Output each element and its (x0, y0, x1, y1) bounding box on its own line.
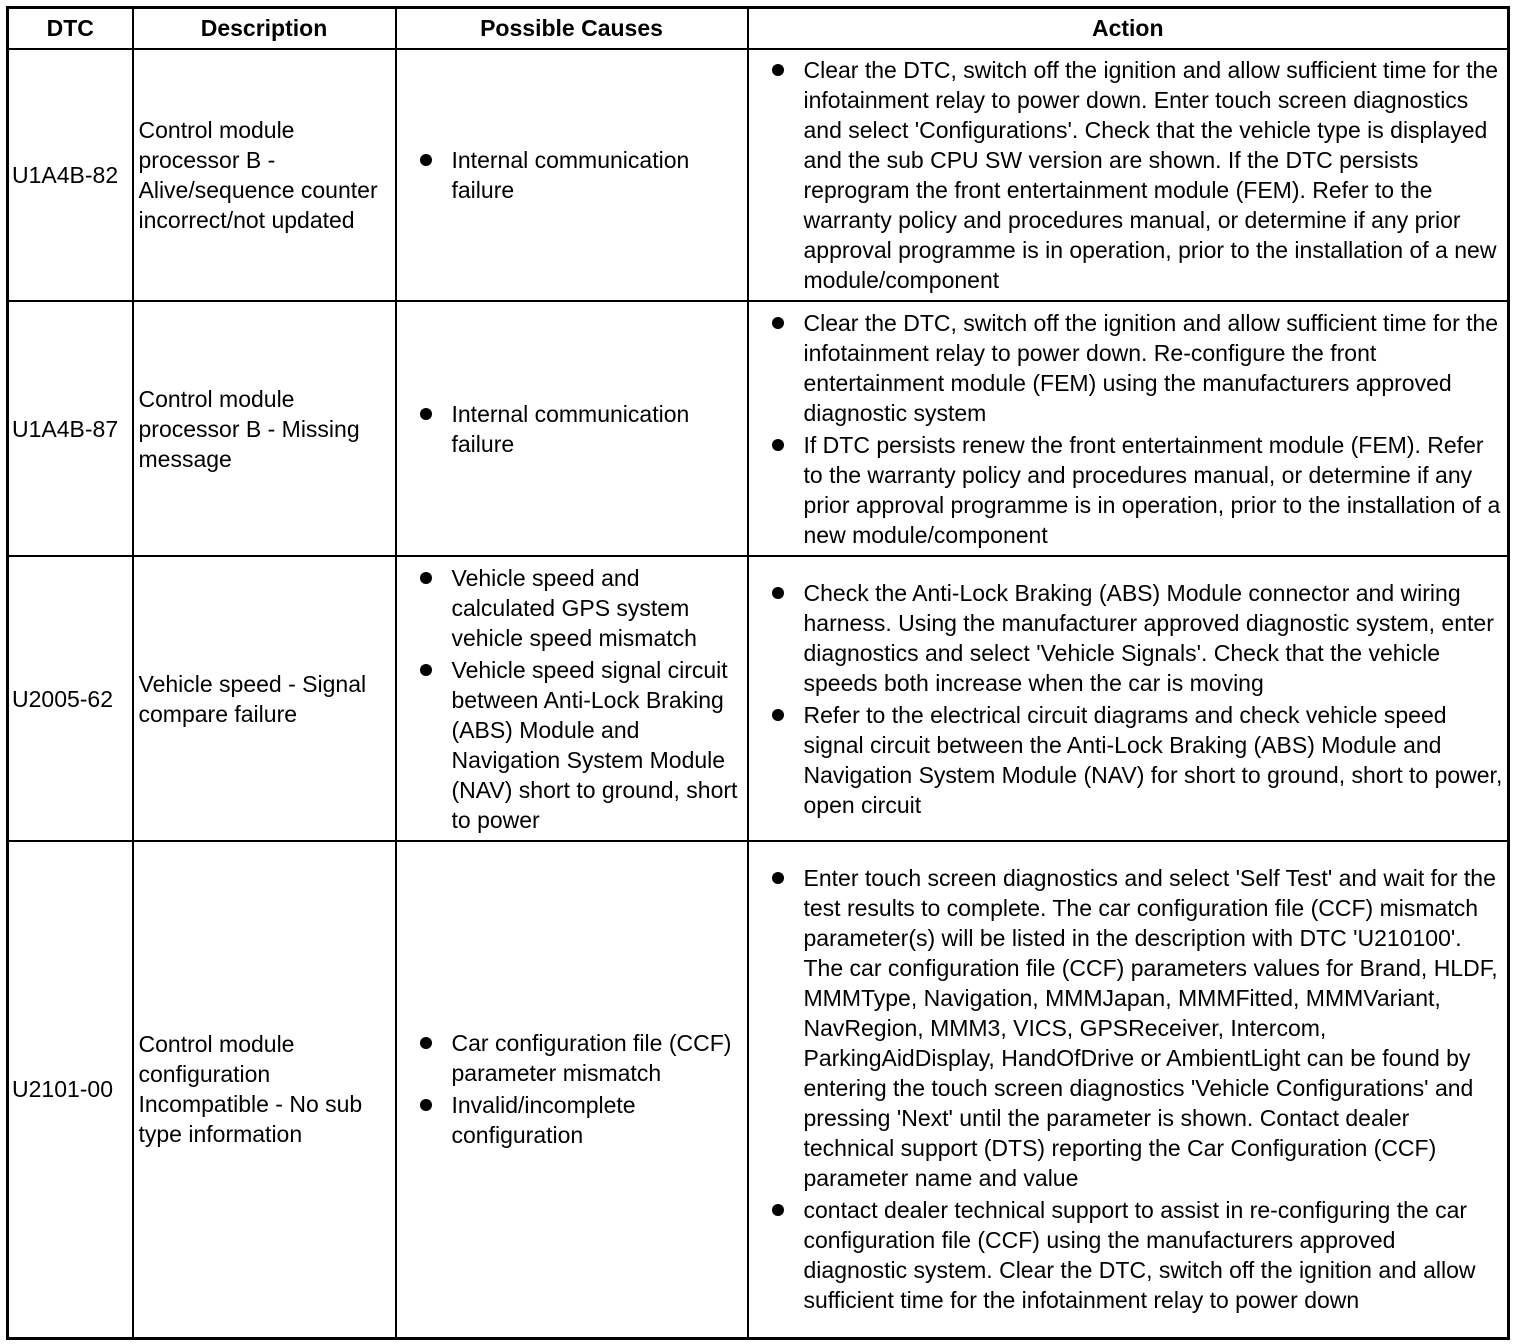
action-text: Check the Anti-Lock Braking (ABS) Module connector and wiring harness. Using the manufacturer approved diagnostic system, enter diagnostics and select 'Vehicle Signals'. Check that the vehicle speeds both increase when the car is moving (803, 579, 1494, 696)
table-row (8, 49, 1509, 301)
possible-causes (396, 841, 748, 1338)
action-text: contact dealer technical support to assist in re-configuring the car configuration file (CCF) using the manufacturers approved diagnostic system. Clear the DTC, switch off the ignition and allow sufficient time for the infotainment relay to power down (803, 1197, 1476, 1314)
bullet-icon (420, 154, 432, 166)
action-item (769, 578, 1504, 698)
bullet-icon (420, 1037, 432, 1049)
action-text: Refer to the electrical circuit diagrams and check vehicle speed signal circuit between the Anti-Lock Braking (ABS) Module and Navigation System Module (NAV) for short to ground, short to power, open circuit (803, 701, 1503, 818)
action-item (769, 308, 1504, 428)
actions (748, 49, 1509, 301)
table-row (8, 841, 1509, 1338)
possible-causes (396, 49, 748, 301)
bullet-icon (772, 587, 784, 599)
bullet-icon (420, 1099, 432, 1111)
header-description: Description (133, 8, 396, 50)
cause-item (417, 1090, 741, 1150)
cause-text: Vehicle speed signal circuit between Anti-Lock Braking (ABS) Module and Navigation System Module (NAV) short to ground, short to power (451, 656, 738, 833)
actions (748, 841, 1509, 1338)
possible-causes (396, 301, 748, 556)
table-row (8, 556, 1509, 841)
header-action: Action (748, 8, 1509, 50)
table-header-row (8, 8, 1509, 50)
bullet-icon (772, 1204, 784, 1216)
table-row (8, 301, 1509, 556)
action-text: Enter touch screen diagnostics and select 'Self Test' and wait for the test results to complete. The car configuration file (CCF) mismatch parameter(s) will be listed in the description with DTC 'U210100'. The car configuration file (CCF) parameters values for Brand, HLDF, MMMType, Navigation, MMMJapan, MMMFitted, MMMVariant, NavRegion, MMM3, VICS, GPSReceiver, Intercom, ParkingAidDisplay, HandOfDrive or AmbientLight can be found by entering the touch screen diagnostics 'Vehicle Configurations' and pressing 'Next' until the parameter is shown. Contact dealer technical support (DTS) reporting the Car Configuration (CCF) parameter name and value (803, 865, 1498, 1192)
action-item (769, 55, 1504, 295)
dtc-code: U1A4B-87 (8, 301, 133, 556)
action-item (769, 863, 1504, 1193)
cause-item (417, 1028, 741, 1088)
dtc-description: Vehicle speed - Signal compare failure (133, 556, 396, 841)
action-item (769, 700, 1504, 820)
cause-item (417, 399, 741, 459)
bullet-icon (772, 64, 784, 76)
cause-item (417, 563, 741, 653)
possible-causes (396, 556, 748, 841)
cause-item (417, 145, 741, 205)
bullet-icon (420, 572, 432, 584)
header-possible-causes: Possible Causes (396, 8, 748, 50)
actions (748, 301, 1509, 556)
dtc-description: Control module processor B - Missing message (133, 301, 396, 556)
bullet-icon (772, 439, 784, 451)
action-text: Clear the DTC, switch off the ignition and allow sufficient time for the infotainment relay to power down. Enter touch screen diagnostics and select 'Configurations'. Check that the vehicle type is displayed and the sub CPU SW version are shown. If the DTC persists reprogram the front entertainment module (FEM). Refer to the warranty policy and procedures manual, or determine if any prior approval programme is in operation, prior to the installation of a new module/component (803, 57, 1499, 293)
actions (748, 556, 1509, 841)
cause-text: Car configuration file (CCF) parameter mismatch (451, 1030, 732, 1087)
action-item (769, 1195, 1504, 1315)
bullet-icon (420, 664, 432, 676)
action-item (769, 430, 1504, 550)
cause-item (417, 655, 741, 835)
dtc-description: Control module configuration Incompatible - No sub type information (133, 841, 396, 1338)
header-dtc: DTC (8, 8, 133, 50)
bullet-icon (772, 709, 784, 721)
dtc-code: U2101-00 (8, 841, 133, 1338)
dtc-code: U1A4B-82 (8, 49, 133, 301)
cause-text: Invalid/incomplete configuration (451, 1092, 636, 1149)
bullet-icon (772, 872, 784, 884)
cause-text: Vehicle speed and calculated GPS system vehicle speed mismatch (451, 564, 697, 651)
dtc-code: U2005-62 (8, 556, 133, 841)
cause-text: Internal communication failure (451, 400, 690, 457)
action-text: Clear the DTC, switch off the ignition and allow sufficient time for the infotainment relay to power down. Re-configure the front entertainment module (FEM) using the manufacturers approved diagnostic system (803, 309, 1499, 426)
bullet-icon (772, 317, 784, 329)
dtc-table (6, 6, 1510, 1340)
dtc-description: Control module processor B - Alive/sequence counter incorrect/not updated (133, 49, 396, 301)
action-text: If DTC persists renew the front entertainment module (FEM). Refer to the warranty policy and procedures manual, or determine if any prior approval programme is in operation, prior to the installation of a new module/component (803, 431, 1501, 548)
cause-text: Internal communication failure (451, 147, 690, 203)
bullet-icon (420, 408, 432, 420)
